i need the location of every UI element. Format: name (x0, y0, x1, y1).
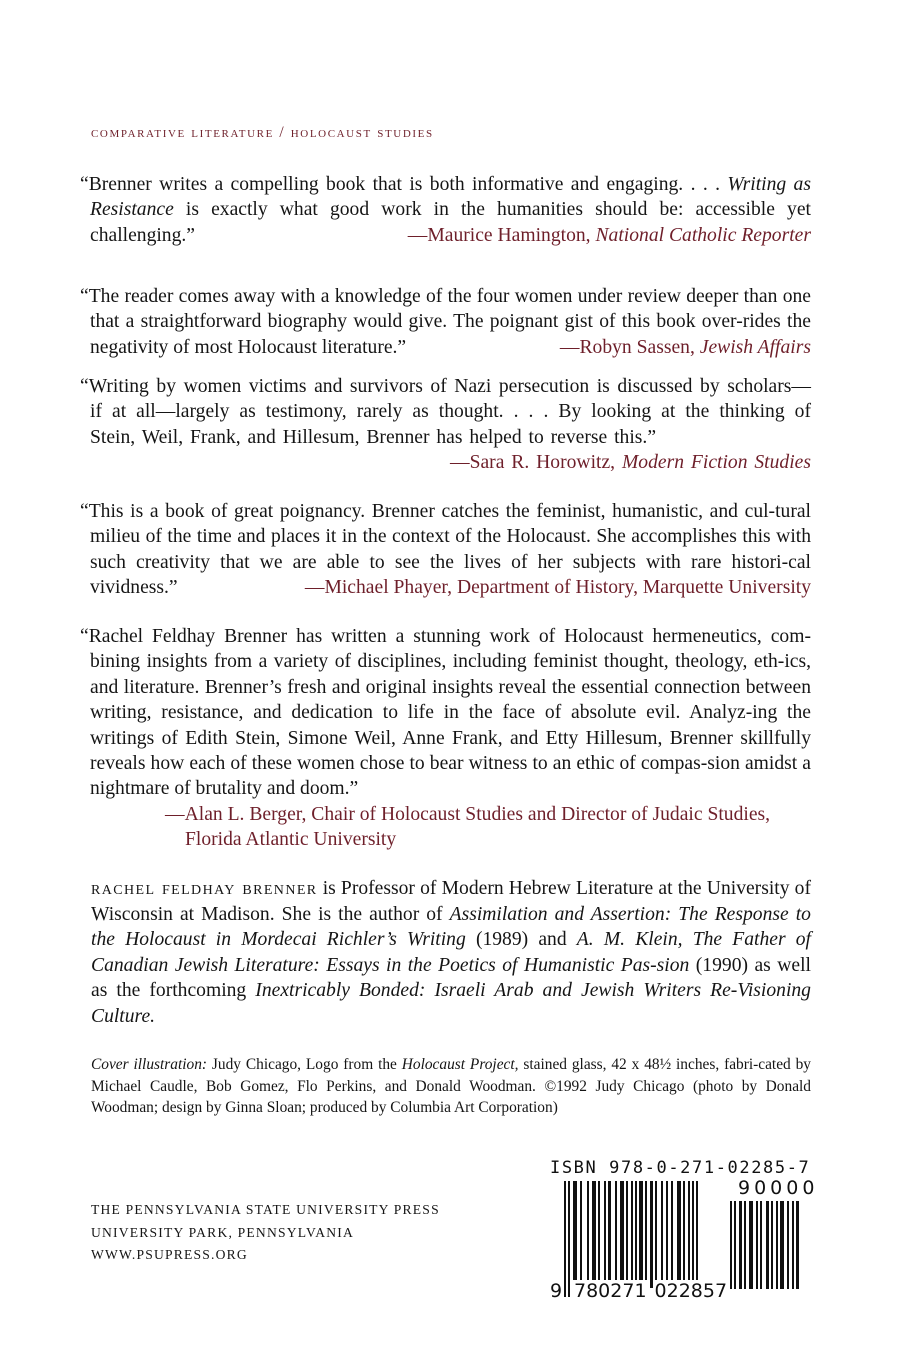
blurb-attribution: —Maurice Hamington, National Catholic Reporter (407, 224, 811, 246)
review-blurb-5 (80, 624, 811, 853)
blurb-attribution: —Alan L. Berger, Chair of Holocaust Studies and Director of Judaic Studies, Florida Atlantic University (165, 803, 771, 851)
publisher-location: UNIVERSITY PARK, PENNSYLVANIA (91, 1224, 355, 1240)
author-bio: rachel feldhay brenner is Professor of Modern Hebrew Literature at the University of Wisconsin at Madison. She is the author of Assimilation and Assertion: The Response to the Holocaust in Mordecai Richler’s Writing (1989) and A. M. Klein, The Father of Canadian Jewish Literature: Essays in the Poetics of Humanistic Pas-sion (1990) as well as the forthcoming Inextricably Bonded: Israeli Arab and Jewish Writers Re-Visioning Culture. (91, 878, 812, 1027)
blurb-quote: “The reader comes away with a knowledge of the four women under review deeper than one that a straightforward biography would give. The poignant gist of this book over-rides the negativity of most Holocaust literature.” (80, 286, 811, 358)
barcode-digits: 9 780271 022857 (550, 1280, 728, 1302)
review-blurb-3 (80, 374, 811, 476)
author-name: rachel feldhay brenner (91, 878, 318, 899)
blurb-quote: “Writing by women victims and survivors of Nazi persecution is discussed by scholars—if at all—largely as testimony, rarely as thought. . . . By looking at the thinking of Stein, Weil, Frank, and Hillesum, Brenner has helped to reverse this.” (80, 376, 811, 448)
price-code: 90000 (738, 1177, 819, 1199)
review-blurb-4 (80, 499, 811, 601)
blurb-quote: “Rachel Feldhay Brenner has written a stunning work of Holocaust hermeneutics, com-bining insights from a variety of disciplines, including feminist thought, theology, eth-ics, and literature. Brenner’s fresh and original insights reveal the essential connection between writing, resistance, and dedication to life in the face of absolute evil. Analyz-ing the writings of Edith Stein, Simone Weil, Anne Frank, and Etty Hillesum, Brenner skillfully reveals how each of these women chose to bear witness to an ethic of compas-sion amidst a nightmare of brutality and doom.” (80, 626, 811, 800)
publisher-website: WWW.PSUPRESS.ORG (91, 1247, 248, 1262)
blurb-attribution: —Robyn Sassen, Jewish Affairs (559, 336, 811, 358)
cover-credit: Cover illustration: Judy Chicago, Logo from the Holocaust Project, stained glass, 42 x 48½ inches, fabri-cated by Michael Caudle, Bob Gomez, Flo Perkins, and Donald Woodman. ©1992 Judy Chicago (photo by Donald Woodman; design by Ginna Sloan; produced by Columbia Art Corporation) (91, 1056, 811, 1116)
category-label: comparative literature / holocaust studies (91, 124, 434, 141)
review-blurb-1 (80, 172, 811, 248)
blurb-attribution: —Michael Phayer, Department of History, Marquette University (304, 577, 811, 599)
isbn-barcode (550, 1158, 819, 1304)
isbn-label: ISBN 978-0-271-02285-7 (550, 1158, 811, 1178)
publisher-name: THE PENNSYLVANIA STATE UNIVERSITY PRESS (91, 1202, 440, 1217)
blurb-quote: “This is a book of great poignancy. Brenner catches the feminist, humanistic, and cul-tural milieu of the time and places it in the context of the Holocaust. She accomplishes this with such creativity that we are able to see the lives of her subjects with rare histori-cal vividness.” (80, 501, 811, 599)
book-title: Assimilation and Assertion: The Response to the Holocaust in Mordecai Richler’s Writing (91, 903, 811, 951)
book-title: Inextricably Bonded: Israeli Arab and Jewish Writers Re-Visioning Culture. (91, 980, 811, 1027)
blurb-quote: “Brenner writes a compelling book that is both informative and engaging. . . . Writing as Resistance is exactly what good work in the humanities should be: accessible yet challenging.” (80, 174, 811, 246)
barcode-bars-addon (730, 1201, 810, 1289)
publisher-info (91, 1199, 440, 1267)
blurb-attribution: —Sara R. Horowitz, Modern Fiction Studies (449, 452, 811, 474)
review-blurb-2 (80, 284, 811, 360)
book-title: A. M. Klein, The Father of Canadian Jewish Literature: Essays in the Poetics of Humanistic Pas-sion (91, 929, 811, 976)
